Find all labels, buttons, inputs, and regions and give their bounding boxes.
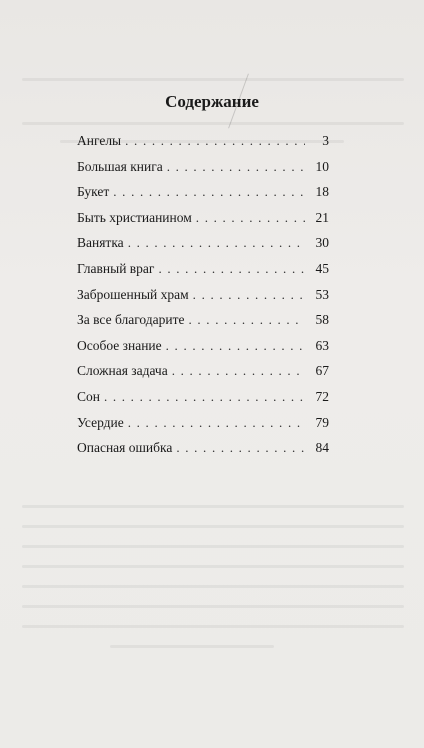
toc-entry-title: Главный враг (77, 260, 155, 276)
dot-leader (158, 261, 305, 277)
dot-leader (125, 133, 305, 149)
dot-leader (128, 415, 305, 431)
dot-leader (167, 159, 305, 175)
dot-leader (193, 287, 305, 303)
dot-leader (113, 184, 305, 200)
toc-entry[interactable] (77, 338, 329, 364)
show-through-line (22, 585, 404, 588)
toc-entry[interactable] (77, 210, 329, 236)
toc-entry-page: 72 (315, 388, 329, 404)
toc-entry[interactable] (77, 133, 329, 159)
toc-entry[interactable] (77, 287, 329, 313)
toc-entry-page: 21 (315, 209, 329, 225)
toc-entry[interactable] (77, 363, 329, 389)
toc-entry-page: 30 (315, 235, 329, 251)
toc-entry-page: 67 (315, 363, 329, 379)
toc-entry[interactable] (77, 312, 329, 338)
dot-leader (104, 389, 305, 405)
toc-entry-title: Заброшенный храм (77, 286, 189, 302)
toc-entry-page: 58 (315, 312, 329, 328)
show-through-line (22, 78, 404, 81)
toc-entry-page: 63 (315, 337, 329, 353)
toc-entry[interactable] (77, 389, 329, 415)
toc-entry-title: Букет (77, 184, 110, 200)
toc-entry-title: Сложная задача (77, 363, 168, 379)
dot-leader (189, 312, 306, 328)
toc-entry-title: Ангелы (77, 133, 122, 148)
toc-entry[interactable] (77, 261, 329, 287)
dot-leader (128, 235, 305, 251)
toc-entry-page: 84 (315, 440, 329, 456)
dot-leader (172, 363, 305, 379)
dot-leader (166, 338, 305, 354)
toc-entry-title: Особое знание (77, 337, 162, 353)
page-title: Содержание (165, 92, 259, 111)
show-through-line (22, 565, 404, 568)
toc-entry-page: 79 (315, 414, 329, 430)
dot-leader (196, 210, 305, 226)
toc-entry-page: 53 (315, 286, 329, 302)
toc-entry[interactable] (77, 415, 329, 441)
toc-entry[interactable] (77, 159, 329, 185)
toc-entry-title: За все благодарите (77, 312, 185, 328)
toc-entry[interactable] (77, 235, 329, 261)
show-through-line (22, 122, 404, 125)
toc-entry-page: 3 (322, 133, 329, 148)
toc-entry[interactable] (77, 184, 329, 210)
toc-entry-page: 45 (315, 260, 329, 276)
table-of-contents (77, 133, 329, 466)
toc-entry-title: Опасная ошибка (77, 440, 173, 456)
toc-entry-title: Сон (77, 388, 100, 404)
show-through-line (22, 605, 404, 608)
toc-entry-page: 10 (315, 158, 329, 174)
show-through-line (110, 645, 274, 648)
show-through-line (22, 625, 404, 628)
toc-entry-title: Большая книга (77, 158, 163, 174)
toc-entry-page: 18 (315, 184, 329, 200)
show-through-line (22, 545, 404, 548)
toc-entry[interactable] (77, 440, 329, 466)
toc-entry-title: Быть христианином (77, 209, 192, 225)
show-through-line (22, 505, 404, 508)
dot-leader (176, 440, 305, 456)
show-through-line (22, 525, 404, 528)
toc-entry-title: Ванятка (77, 235, 124, 251)
toc-entry-title: Усердие (77, 414, 124, 430)
